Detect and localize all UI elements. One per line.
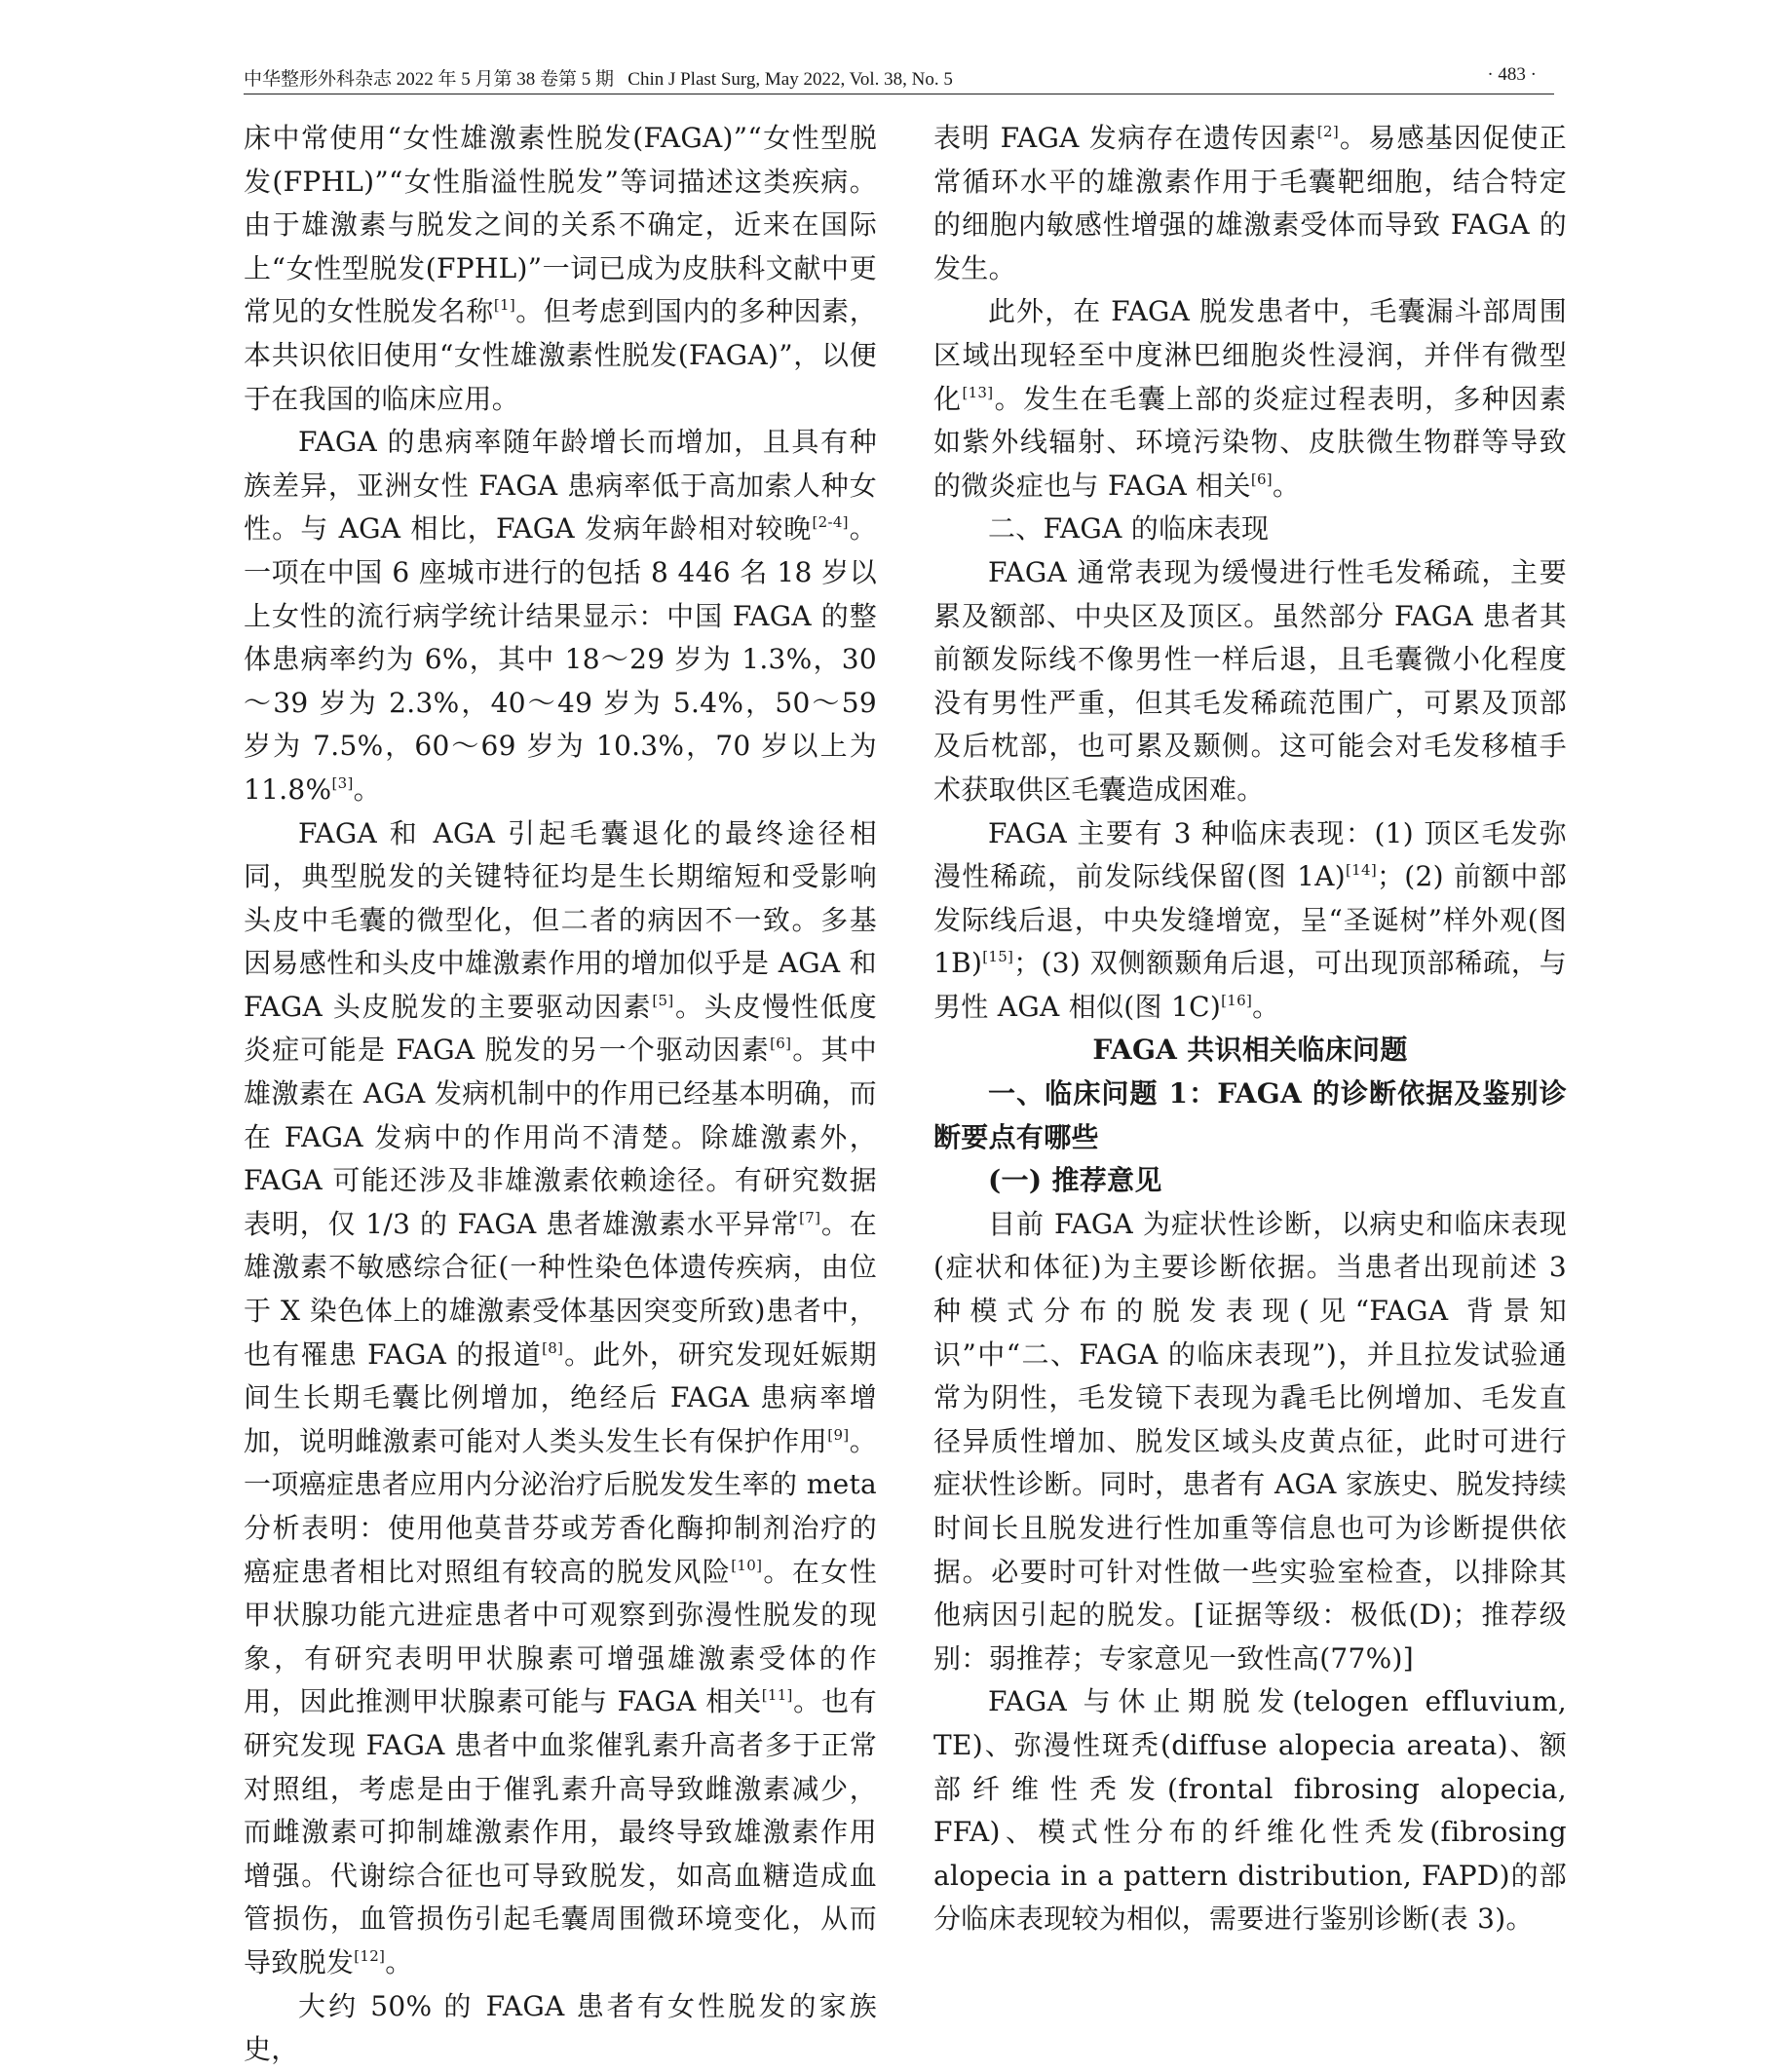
paragraph-clinical-features: FAGA 通常表现为缓慢进行性毛发稀疏，主要累及额部、中央区及顶区。虽然部分 FAGA 患者其前额发际线不像男性一样后退，且毛囊微小化程度没有男性严重，但其毛发稀疏范围广，可累及顶部及后枕部，也可累及颞侧。这可能会对毛发移植手术获取供区毛囊造成困难。 — [933, 555, 1567, 806]
section-title: FAGA 共识相关临床问题 — [1092, 1034, 1408, 1067]
citation[interactable]: [3] — [331, 773, 354, 792]
paragraph-diagnosis: 目前 FAGA 为症状性诊断，以病史和临床表现(症状和体征)为主要诊断依据。当患者出现前述 3 种模式分布的脱发表现(见“FAGA 背景知识”中“二、FAGA 的临床表现”)，并且拉发试验通常为阴性，毛发镜下表现为毳毛比例增加、毛发直径异质性增加、脱发区域头皮黄点征，此时可进行症状性诊断。同时，患者有 AGA 家族史、脱发持续时间长且脱发进行性加重等信息也可为诊断提供依据。必要时可针对性做一些实验室检查，以排除其他病因引起的脱发。[证据等级：极低(D)；推荐级别：弱推荐；专家意见一致性高(77%)] — [933, 1207, 1567, 1675]
citation[interactable]: [5] — [652, 991, 674, 1009]
citation[interactable]: [2-4] — [812, 513, 849, 532]
recommendation-heading: (一) 推荐意见 — [988, 1164, 1162, 1197]
citation[interactable]: [13] — [962, 383, 994, 401]
journal-cn: 中华整形外科杂志 2022 年 5 月第 38 卷第 5 期 — [244, 69, 615, 90]
citation[interactable]: [14] — [1346, 861, 1377, 880]
heading-clinical-manifestation: 二、FAGA 的临床表现 — [988, 512, 1270, 546]
citation[interactable]: [7] — [799, 1208, 821, 1226]
paragraph-genetics: 表明 FAGA 发病存在遗传因素[2]。易感基因促使正常循环水平的雄激素作用于毛囊靶细胞，结合特定的细胞内敏感性增强的雄激素受体而导致 FAGA 的发生。 — [933, 122, 1567, 284]
paragraph-terminology: 床中常使用“女性雄激素性脱发(FAGA)”“女性型脱发(FPHL)”“女性脂溢性脱发”等词描述这类疾病。由于雄激素与脱发之间的关系不确定，近来在国际上“女性型脱发(FPHL)”一词已成为皮肤科文献中更常见的女性脱发名称[1]。但考虑到国内的多种因素，本共识依旧使用“女性雄激素性脱发(FAGA)”，以便于在我国的临床应用。 — [244, 122, 877, 415]
right-column — [933, 117, 1567, 1941]
citation[interactable]: [1] — [493, 296, 515, 315]
citation[interactable]: [9] — [827, 1425, 850, 1444]
paragraph-three-patterns: FAGA 主要有 3 种临床表现：(1) 顶区毛发弥漫性稀疏，前发际线保留(图 1A)[14]；(2) 前额中部发际线后退，中央发缝增宽，呈“圣诞树”样外观(图 1B)[15]；(3) 双侧额颞角后退，可出现顶部稀疏，与男性 AGA 相似(图 1C)[16]。 — [933, 816, 1568, 1023]
citation[interactable]: [6] — [770, 1035, 792, 1053]
paragraph-inflammation: 此外，在 FAGA 脱发患者中，毛囊漏斗部周围区域出现轻至中度淋巴细胞炎性浸润，并伴有微型化[13]。发生在毛囊上部的炎症过程表明，多种因素如紫外线辐射、环境污染物、皮肤微生物群等导致的微炎症也与 FAGA 相关[6]。 — [933, 295, 1567, 502]
left-column — [244, 117, 877, 2072]
paragraph-differential: FAGA 与休止期脱发(telogen effluvium, TE)、弥漫性斑秃(diffuse alopecia areata)、额部纤维性秃发(frontal fibrosing alopecia, FFA)、模式性分布的纤维化性秃发(fibrosing alopecia in a pattern distribution, FAPD)的部分临床表现较为相似，需要进行鉴别诊断(表 3)。 — [933, 1685, 1567, 1936]
citation[interactable]: [11] — [761, 1686, 793, 1705]
citation[interactable]: [16] — [1221, 991, 1253, 1009]
citation[interactable]: [10] — [731, 1556, 763, 1574]
page-number: · 483 · — [1487, 64, 1537, 85]
paragraph-pathogenesis: FAGA 和 AGA 引起毛囊退化的最终途径相同，典型脱发的关键特征均是生长期缩短和受影响头皮中毛囊的微型化，但二者的病因不一致。多基因易感性和头皮中雄激素作用的增加似乎是 AGA 和 FAGA 头皮脱发的主要驱动因素[5]。头皮慢性低度炎症可能是 FAGA 脱发的另一个驱动因素[6]。其中雄激素在 AGA 发病机制中的作用已经基本明确，而在 FAGA 发病中的作用尚不清楚。除雄激素外，FAGA 可能还涉及非雄激素依赖途径。有研究数据表明，仅 1/3 的 FAGA 患者雄激素水平异常[7]。在雄激素不敏感综合征(一种性染色体遗传疾病，由位于 X 染色体上的雄激素受体基因突变所致)患者中，也有罹患 FAGA 的报道[8]。此外，研究发现妊娠期间生长期毛囊比例增加，绝经后 FAGA 患病率增加，说明雌激素可能对人类头发生长有保护作用[9]。一项癌症患者应用内分泌治疗后脱发发生率的 meta 分析表明：使用他莫昔芬或芳香化酶抑制剂治疗的癌症患者相比对照组有较高的脱发风险[10]。在女性甲状腺功能亢进症患者中可观察到弥漫性脱发的现象，有研究表明甲状腺素可增强雄激素受体的作用，因此推测甲状腺素可能与 FAGA 相关[11]。也有研究发现 FAGA 患者中血浆催乳素升高者多于正常对照组，考虑是由于催乳素升高导致雌激素减少，而雌激素可抑制雄激素作用，最终导致雄激素作用增强。代谢综合征也可导致脱发，如高血糖造成血管损伤，血管损伤引起毛囊周围微环境变化，从而导致脱发[12]。 — [244, 816, 878, 1978]
citation[interactable]: [6] — [1250, 470, 1273, 488]
paragraph-prevalence: FAGA 的患病率随年龄增长而增加，且具有种族差异，亚洲女性 FAGA 患病率低于高加索人种女性。与 AGA 相比，FAGA 发病年龄相对较晚[2-4]。一项在中国 6 座城市进行的包括 8 446 名 18 岁以上女性的流行病学统计结果显示：中国 FAGA 的整体患病率约为 6%，其中 18～29 岁为 1.3%，30～39 岁为 2.3%，40～49 岁为 5.4%，50～59 岁为 7.5%，60～69 岁为 10.3%，70 岁以上为 11.8%[3]。 — [244, 426, 877, 806]
question-title: 一、临床问题 1：FAGA 的诊断依据及鉴别诊断要点有哪些 — [933, 1077, 1567, 1153]
running-header — [244, 60, 1554, 94]
journal-citation — [244, 64, 953, 91]
citation[interactable]: [8] — [542, 1338, 564, 1357]
citation[interactable]: [12] — [354, 1946, 386, 1965]
journal-en: Chin J Plast Surg, May 2022, Vol. 38, No. 5 — [627, 69, 953, 90]
paragraph-family-history: 大约 50% 的 FAGA 患者有女性脱发的家族史， — [244, 1989, 877, 2066]
citation[interactable]: [15] — [982, 948, 1014, 966]
citation[interactable]: [2] — [1316, 123, 1339, 140]
